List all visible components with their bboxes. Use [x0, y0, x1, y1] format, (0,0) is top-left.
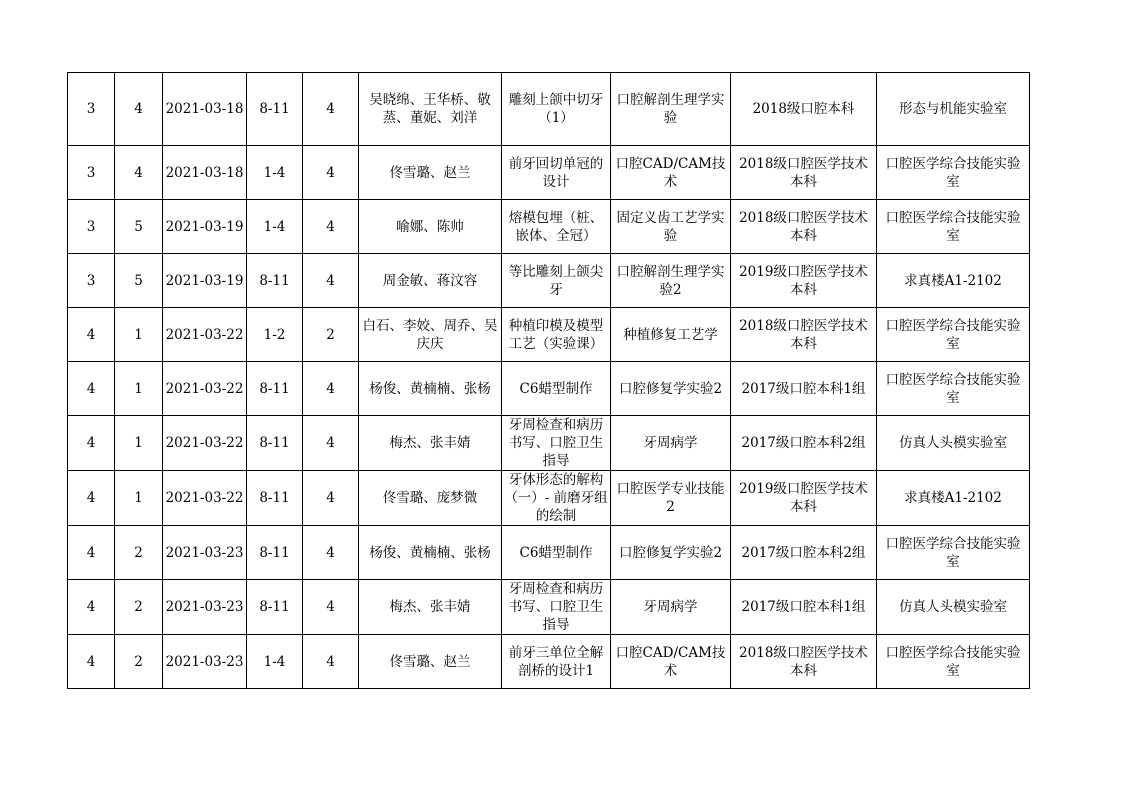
course-cell: 口腔医学专业技能2 [611, 471, 731, 526]
periods-cell: 8-11 [247, 362, 303, 416]
hours-cell: 4 [303, 416, 359, 471]
week-cell: 4 [68, 635, 115, 689]
hours-cell: 4 [303, 526, 359, 580]
week-cell: 3 [68, 146, 115, 200]
week-cell: 3 [68, 200, 115, 254]
week-cell: 4 [68, 416, 115, 471]
hours-cell: 4 [303, 362, 359, 416]
hours-cell: 2 [303, 308, 359, 362]
table-row [68, 73, 1030, 146]
room-cell: 求真楼A1-2102 [877, 471, 1030, 526]
table-row [68, 526, 1030, 580]
hours-cell: 4 [303, 471, 359, 526]
date-cell: 2021-03-23 [163, 580, 247, 635]
weekday-cell: 5 [115, 254, 163, 308]
class-cell: 2017级口腔本科2组 [731, 526, 877, 580]
date-cell: 2021-03-22 [163, 471, 247, 526]
content-cell: 雕刻上颌中切牙（1） [502, 73, 611, 146]
room-cell: 求真楼A1-2102 [877, 254, 1030, 308]
weekday-cell: 5 [115, 200, 163, 254]
table-row [68, 308, 1030, 362]
table-row [68, 362, 1030, 416]
class-cell: 2018级口腔医学技术本科 [731, 635, 877, 689]
date-cell: 2021-03-18 [163, 146, 247, 200]
teachers-cell: 周金敏、蒋汶容 [359, 254, 502, 308]
periods-cell: 8-11 [247, 254, 303, 308]
weekday-cell: 4 [115, 73, 163, 146]
room-cell: 仿真人头模实验室 [877, 416, 1030, 471]
course-cell: 口腔解剖生理学实验 [611, 73, 731, 146]
hours-cell: 4 [303, 73, 359, 146]
weekday-cell: 4 [115, 146, 163, 200]
room-cell: 口腔医学综合技能实验室 [877, 308, 1030, 362]
table-row [68, 146, 1030, 200]
periods-cell: 8-11 [247, 526, 303, 580]
weekday-cell: 1 [115, 362, 163, 416]
date-cell: 2021-03-23 [163, 635, 247, 689]
class-cell: 2018级口腔医学技术本科 [731, 308, 877, 362]
table-row [68, 580, 1030, 635]
room-cell: 仿真人头模实验室 [877, 580, 1030, 635]
class-cell: 2019级口腔医学技术本科 [731, 471, 877, 526]
room-cell: 口腔医学综合技能实验室 [877, 362, 1030, 416]
class-cell: 2018级口腔医学技术本科 [731, 200, 877, 254]
content-cell: 前牙三单位全解剖桥的设计1 [502, 635, 611, 689]
week-cell: 4 [68, 526, 115, 580]
week-cell: 4 [68, 471, 115, 526]
room-cell: 口腔医学综合技能实验室 [877, 200, 1030, 254]
class-cell: 2018级口腔医学技术本科 [731, 146, 877, 200]
class-cell: 2017级口腔本科1组 [731, 362, 877, 416]
date-cell: 2021-03-23 [163, 526, 247, 580]
teachers-cell: 佟雪璐、赵兰 [359, 635, 502, 689]
week-cell: 3 [68, 73, 115, 146]
course-cell: 口腔修复学实验2 [611, 526, 731, 580]
course-cell: 种植修复工艺学 [611, 308, 731, 362]
course-cell: 口腔修复学实验2 [611, 362, 731, 416]
date-cell: 2021-03-19 [163, 200, 247, 254]
room-cell: 形态与机能实验室 [877, 73, 1030, 146]
weekday-cell: 1 [115, 471, 163, 526]
week-cell: 4 [68, 362, 115, 416]
content-cell: 熔模包埋（桩、嵌体、全冠） [502, 200, 611, 254]
periods-cell: 8-11 [247, 416, 303, 471]
table-row [68, 416, 1030, 471]
week-cell: 4 [68, 308, 115, 362]
course-cell: 牙周病学 [611, 416, 731, 471]
content-cell: 牙周检查和病历书写、口腔卫生指导 [502, 580, 611, 635]
course-cell: 口腔CAD/CAM技术 [611, 146, 731, 200]
weekday-cell: 1 [115, 416, 163, 471]
teachers-cell: 梅杰、张丰婧 [359, 416, 502, 471]
content-cell: 前牙回切单冠的设计 [502, 146, 611, 200]
room-cell: 口腔医学综合技能实验室 [877, 635, 1030, 689]
class-cell: 2019级口腔医学技术本科 [731, 254, 877, 308]
content-cell: C6蜡型制作 [502, 362, 611, 416]
teachers-cell: 佟雪璐、庞梦微 [359, 471, 502, 526]
periods-cell: 1-2 [247, 308, 303, 362]
course-cell: 口腔CAD/CAM技术 [611, 635, 731, 689]
room-cell: 口腔医学综合技能实验室 [877, 526, 1030, 580]
teachers-cell: 杨俊、黄楠楠、张杨 [359, 526, 502, 580]
content-cell: 种植印模及模型工艺（实验课） [502, 308, 611, 362]
teachers-cell: 梅杰、张丰婧 [359, 580, 502, 635]
course-cell: 口腔解剖生理学实验2 [611, 254, 731, 308]
date-cell: 2021-03-19 [163, 254, 247, 308]
date-cell: 2021-03-22 [163, 416, 247, 471]
week-cell: 3 [68, 254, 115, 308]
course-cell: 牙周病学 [611, 580, 731, 635]
teachers-cell: 吴晓绵、王华桥、敬蒸、董妮、刘洋 [359, 73, 502, 146]
teachers-cell: 喻娜、陈帅 [359, 200, 502, 254]
weekday-cell: 1 [115, 308, 163, 362]
content-cell: 牙体形态的解构（一）- 前磨牙组的绘制 [502, 471, 611, 526]
hours-cell: 4 [303, 635, 359, 689]
class-cell: 2017级口腔本科2组 [731, 416, 877, 471]
table-row [68, 635, 1030, 689]
content-cell: 牙周检查和病历书写、口腔卫生指导 [502, 416, 611, 471]
weekday-cell: 2 [115, 635, 163, 689]
content-cell: 等比雕刻上颌尖牙 [502, 254, 611, 308]
weekday-cell: 2 [115, 580, 163, 635]
course-cell: 固定义齿工艺学实验 [611, 200, 731, 254]
class-cell: 2017级口腔本科1组 [731, 580, 877, 635]
week-cell: 4 [68, 580, 115, 635]
date-cell: 2021-03-18 [163, 73, 247, 146]
periods-cell: 1-4 [247, 146, 303, 200]
table-row [68, 254, 1030, 308]
room-cell: 口腔医学综合技能实验室 [877, 146, 1030, 200]
hours-cell: 4 [303, 200, 359, 254]
table-row [68, 471, 1030, 526]
periods-cell: 1-4 [247, 200, 303, 254]
periods-cell: 8-11 [247, 580, 303, 635]
hours-cell: 4 [303, 146, 359, 200]
schedule-table [67, 72, 1030, 689]
teachers-cell: 白石、李姣、周乔、吴庆庆 [359, 308, 502, 362]
periods-cell: 1-4 [247, 635, 303, 689]
class-cell: 2018级口腔本科 [731, 73, 877, 146]
periods-cell: 8-11 [247, 73, 303, 146]
date-cell: 2021-03-22 [163, 308, 247, 362]
periods-cell: 8-11 [247, 471, 303, 526]
table-row [68, 200, 1030, 254]
content-cell: C6蜡型制作 [502, 526, 611, 580]
teachers-cell: 佟雪璐、赵兰 [359, 146, 502, 200]
hours-cell: 4 [303, 580, 359, 635]
teachers-cell: 杨俊、黄楠楠、张杨 [359, 362, 502, 416]
hours-cell: 4 [303, 254, 359, 308]
weekday-cell: 2 [115, 526, 163, 580]
date-cell: 2021-03-22 [163, 362, 247, 416]
